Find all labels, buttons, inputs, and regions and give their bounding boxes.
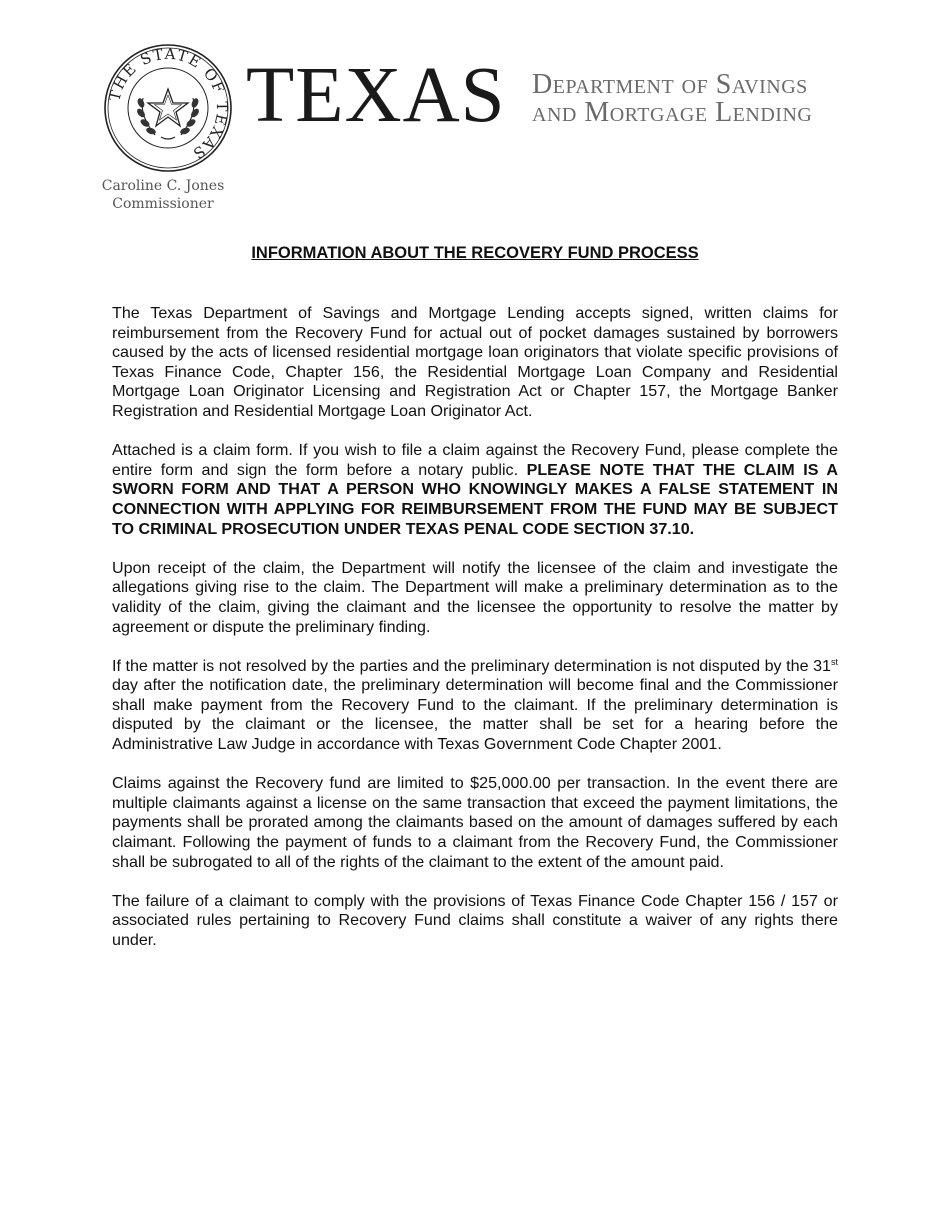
commissioner-block (88, 177, 238, 213)
paragraph-1: The Texas Department of Savings and Mortgage Lending accepts signed, written claims for reimbursement from the Recovery Fund for actual out of pocket damages sustained by borrowers caused by the acts of licensed residential mortgage loan originators that violate specific provisions of Texas Finance Code, Chapter 156, the Residential Mortgage Loan Company and Residential Mortgage Loan Originator Licensing and Registration Act or Chapter 157, the Mortgage Banker Registration and Residential Mortgage Loan Originator Act. (112, 304, 838, 420)
department-line-2: and Mortgage Lending (532, 97, 813, 128)
paragraph-2-text: Attached is a claim form. If you wish to file a claim against the Recovery Fund, please complete the entire form and sign the form before a notary public. (112, 441, 838, 479)
paragraph-5: Claims against the Recovery fund are limited to $25,000.00 per transaction. In the event there are multiple claimants against a license on the same transaction that exceed the payment limitations, the payments shall be prorated among the claimants based on the amount of damages suffered by each claimant. Following the payment of funds to a claimant from the Recovery Fund, the Commissioner shall be subrogated to all of the rights of the claimant to the extent of the amount paid. (112, 774, 838, 871)
texas-wordmark: TEXAS (246, 52, 506, 139)
paragraph-4 (112, 657, 838, 755)
department-name (532, 71, 812, 127)
document-title: INFORMATION ABOUT THE RECOVERY FUND PROCESS (251, 244, 699, 262)
paragraph-2-warning: PLEASE NOTE THAT THE CLAIM IS A SWORN FORM AND THAT A PERSON WHO KNOWINGLY MAKES A FALSE STATEMENT IN CONNECTION WITH APPLYING FOR REIMBURSEMENT FROM THE FUND MAY BE SUBJECT TO CRIMINAL PROSECUTION UNDER TEXAS PENAL CODE SECTION 37.10. (112, 460, 838, 538)
paragraph-4-text-a: If the matter is not resolved by the parties and the preliminary determination is not disputed by the 31 (112, 656, 831, 675)
department-line-1: Department of Savings (532, 69, 808, 100)
state-seal-icon (103, 43, 233, 173)
paragraph-4-text-b: day after the notification date, the preliminary determination will become final and the Commissioner shall make payment from the Recovery Fund to the claimant. If the preliminary determination is disputed by the claimant or the licensee, the matter shall be set for a hearing before the Administrative Law Judge in accordance with Texas Government Code Chapter 2001. (112, 676, 838, 754)
paragraph-3: Upon receipt of the claim, the Department will notify the licensee of the claim and investigate the allegations giving rise to the claim. The Department will make a preliminary determination as to the validity of the claim, giving the claimant and the licensee the opportunity to resolve the matter by agreement or dispute the preliminary finding. (112, 558, 838, 636)
svg-text:THE STATE OF TEXAS: THE STATE OF TEXAS (105, 44, 232, 164)
commissioner-title: Commissioner (112, 196, 214, 212)
ordinal-suffix: st (830, 656, 838, 667)
document-body (112, 304, 838, 970)
paragraph-6: The failure of a claimant to comply with the provisions of Texas Finance Code Chapter 156 / 157 or associated rules pertaining to Recovery Fund claims shall constitute a waiver of any rights there under. (112, 891, 838, 949)
paragraph-2 (112, 441, 838, 539)
commissioner-name: Caroline C. Jones (101, 178, 225, 194)
